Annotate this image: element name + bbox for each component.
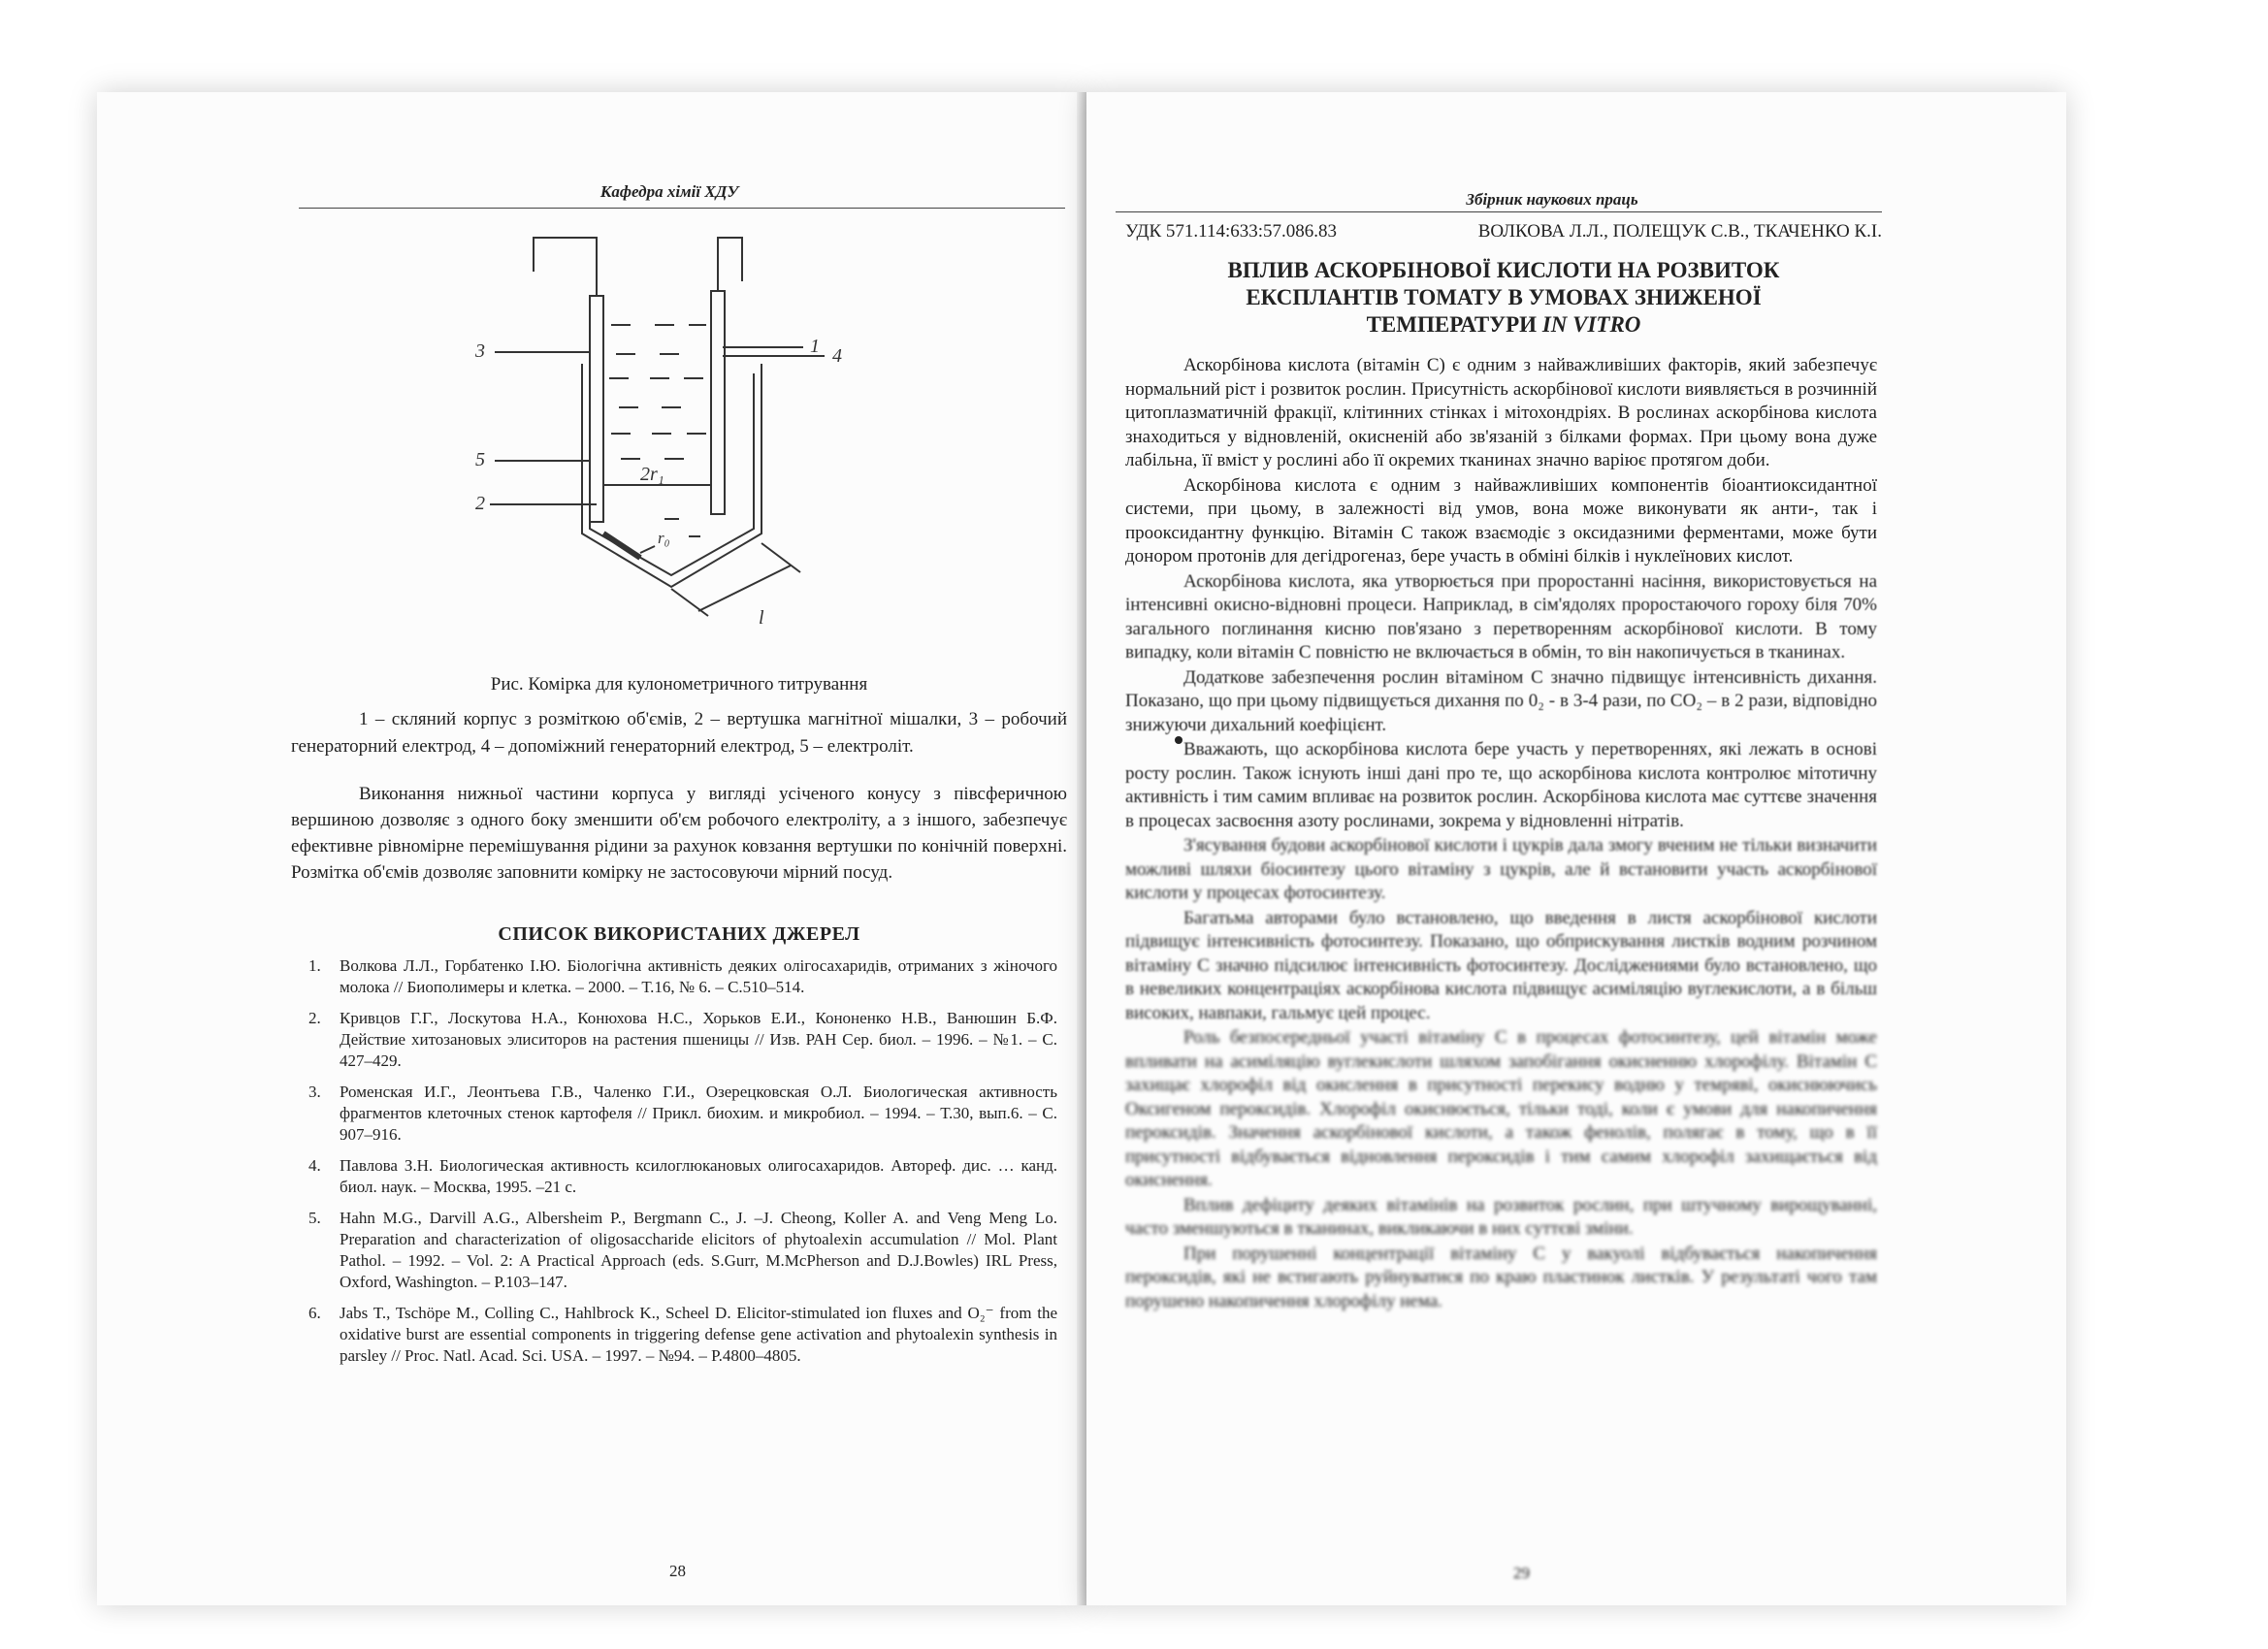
body-paragraph: Вплив дефіциту деяких вітамінів на розвиток рослин, при штучному вирощуванні, часто зменшуються в тканинах, викликаючи в них суттєві зміни.	[1125, 1194, 1877, 1239]
vessel-outer-wall	[582, 364, 761, 587]
stir-bar-2	[603, 534, 640, 558]
coulometric-cell-diagram	[398, 209, 902, 664]
electrode-wire-left	[534, 238, 597, 296]
udk-code: УДК 571.114:633:57.086.83	[1125, 221, 1338, 242]
figure-caption: Рис. Комірка для кулонометричного титрування	[490, 674, 868, 695]
electrode-wire-right	[718, 238, 742, 291]
right-page-number: 29	[1513, 1564, 1530, 1582]
reference-item: 3. Роменская И.Г., Леонтьева Г.В., Чаленко Г.И., Озерецковская О.Л. Биологическая активность фрагментов клеточных стенок картофеля // Прикл. биохим. и микробиол. – 1994. – Т.30, вып.6. – С. 907–916.	[308, 1083, 1057, 1144]
label-4: 4	[832, 345, 842, 367]
left-paragraph: Виконання нижньої частини корпуса у вигляді усіченого конусу з півсферичною вершиною дозволяє з одного боку зменшити об'єм робочого електроліту, а з іншого, забезпечує ефективне рівномірне перемішування рідини за рахунок ковзання вертушки по конічній поверхні. Розмітка об'ємів дозволяє заповнити комірку не застосовуючи мірний посуд.	[291, 784, 1067, 883]
body-paragraph: Багатьма авторами було встановлено, що введення в листя аскорбінової кислоти підвищує інтенсивність фотосинтезу. Показано, що обприскування листків водним розчином вітаміну С значно підсилює інтенсивність фотосинтезу. Досліджениями було встановлено, що в невеликих концентраціях аскорбінова кислота підвищує асиміляцію вуглекислоти, а в більш високих, навпаки, гальмує цей процес.	[1125, 907, 1877, 1023]
right-header-rule	[1116, 211, 1882, 212]
label-r0: r₀	[658, 529, 670, 547]
dimension-line-l-bottom	[671, 589, 708, 616]
body-paragraph: Аскорбінова кислота, яка утворюється при проростанні насіння, використовується на інтенсивні окисно-відновні процеси. Наприклад, в сім'ядолях проростаючого гороху біля 70% загального поглинання кисню пов'язано з перетворенням аскорбінової кислоти. В тому випадку, коли вітамін С повністю не включається в обмін, то він накопичується в тканинах.	[1125, 570, 1877, 663]
label-1: 1	[810, 336, 820, 357]
body-paragraph: При порушенні концентрації вітаміну С у вакуолі відбувається накопичення пероксидів, які не встигають руйнуватися по краю пластинок листків. У результаті чого там порушено накопичення хлорофілу нема.	[1125, 1243, 1877, 1311]
reference-item: 2. Кривцов Г.Г., Лоскутова Н.А., Конюхова Н.С., Хорьков Е.И., Кононенко Н.В., Ванюшин Б.Ф. Действие хитозановых элиситоров на растения пшеницы // Изв. РАН Сер. биол. – 1996. – №1. – С. 427–429.	[308, 1009, 1057, 1070]
references-list	[291, 955, 1057, 1376]
working-electrode-3	[590, 296, 603, 522]
label-5: 5	[475, 449, 485, 470]
body-paragraph: Аскорбінова кислота є одним з найважливіших компонентів біоантиоксидантної системи, при цьому, в залежності від умов, вона може виконувати як анти-, так і прооксидантну функцію. Вітамін С також взаємодіє з оксидазними ферментами, може бути донором протонів для дегідрогеназ, бере участь в обміні білків і нуклеїнових кислот.	[1125, 474, 1877, 566]
dimension-line-l-top	[761, 543, 800, 572]
title-line-1: ВПЛИВ АСКОРБІНОВОЇ КИСЛОТИ НА РОЗВИТОК	[1227, 258, 1780, 282]
article-authors: ВОЛКОВА Л.Л., ПОЛЕЩУК С.В., ТКАЧЕНКО К.І.	[1477, 221, 1882, 242]
dimension-r0	[640, 546, 655, 553]
right-running-head: Збірник наукових праць	[1466, 190, 1638, 209]
left-running-head: Кафедра хімії ХДУ	[599, 182, 739, 201]
body-paragraph: Додаткове забезпечення рослин вітаміном С значно підвищує інтенсивність дихання. Показано, що при цьому підвищується дихання по 0₂ - в 3-4 рази, по CO₂ – в 2 рази, відповідно знижуючи дихальний коефіцієнт.	[1125, 666, 1877, 735]
title-line-2: ЕКСПЛАНТІВ ТОМАТУ В УМОВАХ ЗНИЖЕНОЇ	[1246, 285, 1762, 309]
title-line-3: ТЕМПЕРАТУРИ IN VITRO	[1366, 312, 1641, 337]
dimension-arrow-l	[698, 566, 791, 611]
reference-item: 4. Павлова З.Н. Биологическая активность ксилоглюкановых олигосахаридов. Автореф. дис. … канд. биол. наук. – Москва, 1995. –21 с.	[308, 1156, 1057, 1196]
article-title	[1116, 257, 1892, 339]
reference-item: 1. Волкова Л.Л., Горбатенко І.Ю. Біологічна активність деяких олігосахаридів, отриманих з жіночого молока // Биополимеры и клетка. – 2000. – Т.16, № 6. – С.510–514.	[308, 956, 1057, 996]
auxiliary-electrode-4	[711, 291, 725, 514]
body-paragraph: Аскорбінова кислота (вітамін С) є одним з найважливіших факторів, який забезпечує нормальний ріст і розвиток рослин. Присутність аскорбінової кислоти виявляється в розчинній цитоплазматичній фракції, клітинних стінках і мітохондріях. В рослинах аскорбінова кислота знаходиться у відновленій, окисненій або зв'язаній з білками формах. При цьому вона дуже лабільна, її вміст у рослині або її окремих тканинах значно варіює протягом доби.	[1125, 355, 1877, 470]
body-paragraph: Роль безпосередньої участі вітаміну С в процесах фотосинтезу, цей вітамін може впливати на асиміляцію вуглекислоти шляхом запобігання окисненню хлорофілу. Вітамін С захищає хлорофіл від окислення в присутності перекису водню у темряві, окиснюючись Оксигеном пероксидів. Хлорофіл окиснюється, тільки тоді, коли є умови для накопичення пероксидів. Значення аскорбінової кислоти, а також фенолів, полягає в тому, що в її присутності відбувається відновлення пероксидів і тим самим хлорофіл захищається від окиснення.	[1125, 1027, 1877, 1190]
body-paragraph: З'ясування будови аскорбінової кислоти і цукрів дала змогу вченим не тільки визначити можливі шляхи біосинтезу цього вітаміну з цукрів, але й встановити участь аскорбінової кислоти у процесах фотосинтезу.	[1125, 835, 1877, 903]
vessel-inner-wall	[590, 373, 754, 575]
ink-dot	[1175, 736, 1183, 744]
label-2: 2	[475, 493, 485, 514]
reference-item: 5. Hahn M.G., Darvill A.G., Albersheim P., Bergmann C., J. –J. Cheong, Koller A. and Veng Meng Lo. Preparation and characterization of oligosaccharide elicitors of phytoalexin accumulation // Mol. Plant Pathol. – 1992. – Vol. 2: A Practical Approach (eds. S.Gurr, M.McPherson and D.J.Bowles) IRL Press, Oxford, Washington. – P.103–147.	[308, 1209, 1057, 1291]
body-paragraph: Вважають, що аскорбінова кислота бере участь у перетвореннях, які лежать в основі росту рослин. Також існують інші дані про те, що аскорбінова кислота контролює мітотичну активність і тим самим впливає на розвиток рослин. Аскорбінова кислота має суттєве значення в процесах засвоєння азоту рослинами, зокрема у відновленні нітратів.	[1125, 739, 1877, 831]
figure-legend: 1 – скляний корпус з розміткою об'ємів, 2 – вертушка магнітної мішалки, 3 – робочий генераторний електрод, 4 – допоміжний генераторний електрод, 5 – електроліт.	[291, 709, 1067, 757]
references-title: СПИСОК ВИКОРИСТАНИХ ДЖЕРЕЛ	[498, 923, 860, 945]
article-body	[1125, 354, 1877, 1314]
label-3: 3	[475, 340, 485, 362]
label-l: l	[759, 607, 764, 629]
left-page-number: 28	[669, 1562, 686, 1580]
reference-item: 6. Jabs T., Tschöpe M., Colling C., Hahlbrock K., Scheel D. Elicitor-stimulated ion fluxes and O₂⁻ from the oxidative burst are essential components in triggering defense gene activation and phytoalexin synthesis in parsley // Proc. Natl. Acad. Sci. USA. – 1997. – №94. – P.4800–4805.	[308, 1304, 1057, 1365]
label-2r1: 2r₁	[640, 464, 664, 485]
